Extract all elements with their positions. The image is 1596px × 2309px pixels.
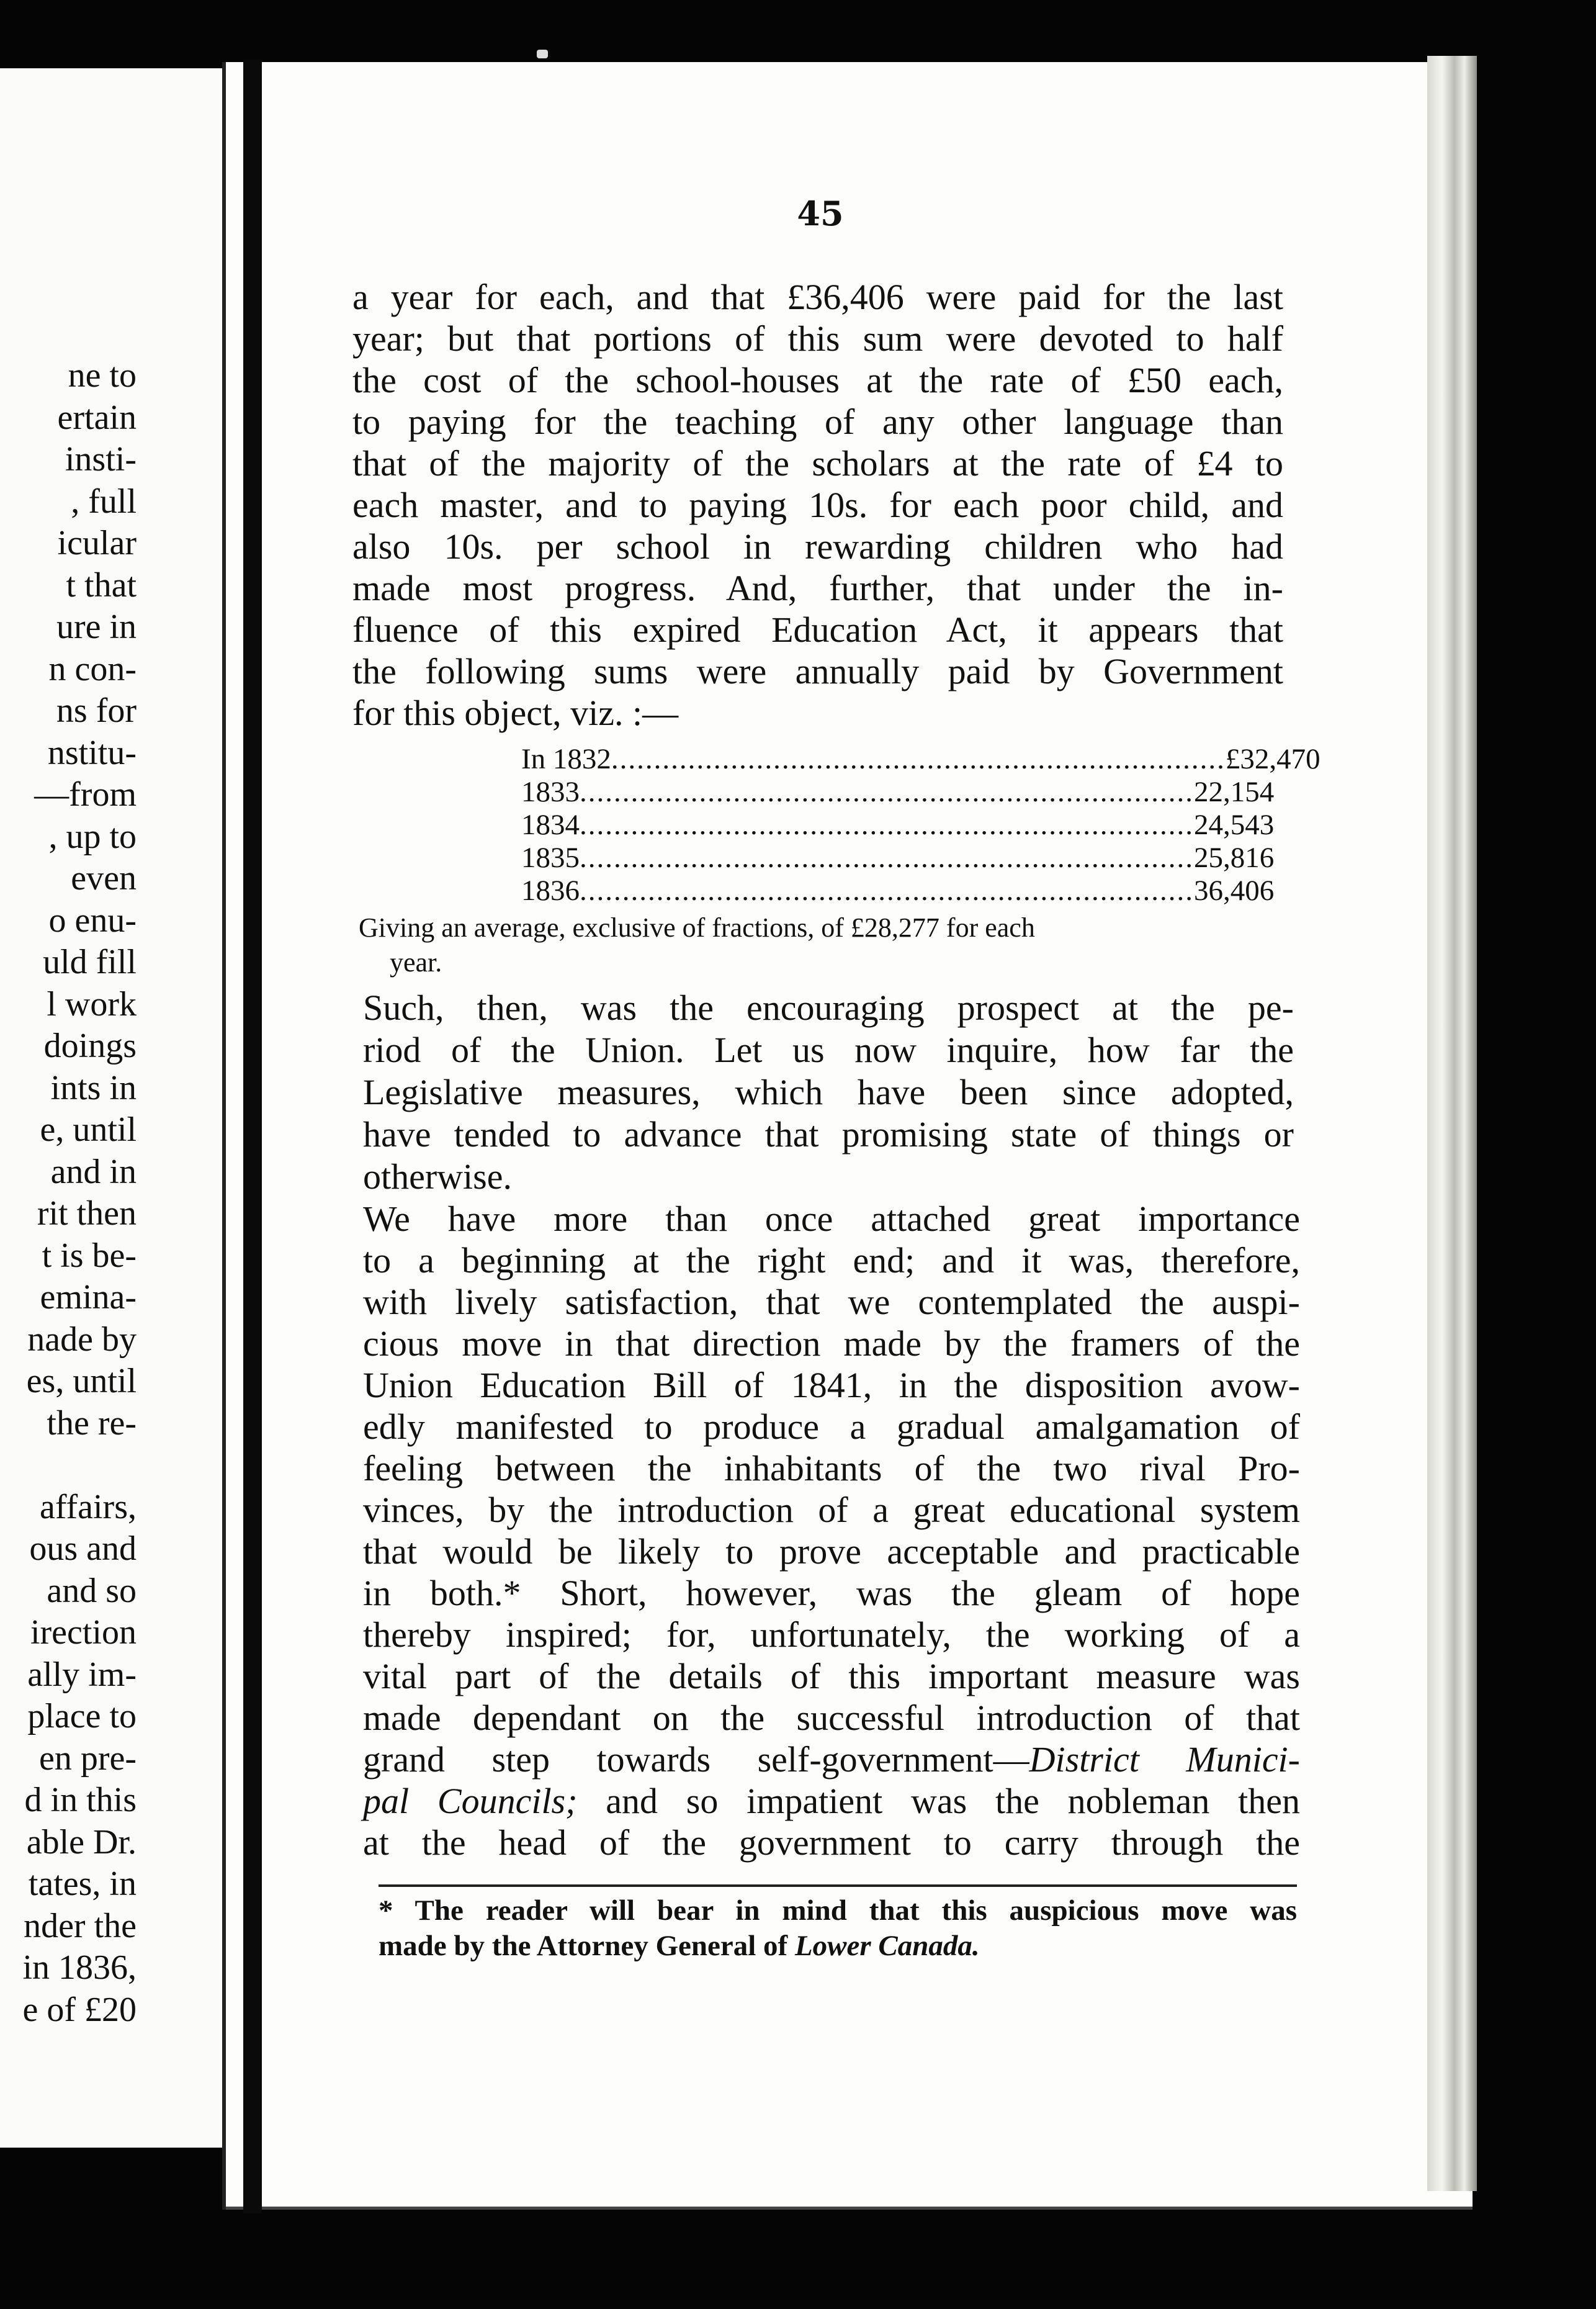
text-line: a year for each, and that £36,406 were paid for the last: [352, 277, 1283, 317]
text-line: made most progress. And, further, that under the in-: [352, 568, 1283, 608]
table-value: 36,406: [1194, 875, 1275, 907]
text-line: We have more than once attached great importance: [363, 1199, 1300, 1239]
italic-text: pal Councils;: [363, 1781, 578, 1821]
leader-dots: ........................................................................: [580, 776, 1194, 808]
table-value: 24,543: [1194, 809, 1275, 841]
text-line: riod of the Union. Let us now inquire, how far the: [363, 1030, 1294, 1070]
text-line: feeling between the inhabitants of the two rival Pro-: [363, 1448, 1300, 1488]
text-line: vinces, by the introduction of a great educational system: [363, 1490, 1300, 1530]
table-year: 1834: [521, 809, 580, 841]
left-page-line: even: [71, 859, 137, 898]
left-page-line: , full: [71, 482, 137, 521]
text-line: thereby inspired; for, unfortunately, the working of a: [363, 1614, 1300, 1655]
left-page-line: t is be-: [42, 1236, 137, 1275]
text-line: Legislative measures, which have been since adopted,: [363, 1072, 1294, 1112]
text-line: vital part of the details of this important measure was: [363, 1656, 1300, 1696]
text-line: that of the majority of the scholars at the rate of £4 to: [352, 443, 1283, 484]
book-gutter: [243, 60, 262, 2213]
text-line: edly manifested to produce a gradual amalgamation of: [363, 1407, 1300, 1447]
table-value: 25,816: [1194, 842, 1275, 874]
text-run: made by the Attorney General of: [379, 1930, 795, 1962]
left-page-line: es, until: [26, 1362, 137, 1400]
table-value: £32,470: [1225, 743, 1320, 775]
leader-dots: ........................................................................: [580, 875, 1194, 907]
left-page-line: d in this: [24, 1781, 137, 1819]
left-page-line: the re-: [47, 1403, 137, 1443]
left-page-line: en pre-: [38, 1739, 137, 1778]
text-line: each master, and to paying 10s. for each poor child, and: [352, 485, 1283, 525]
text-line: to a beginning at the right end; and it was, therefore,: [363, 1240, 1300, 1281]
text-line: for this object, viz. :—: [352, 693, 679, 733]
left-page-line: ne to: [68, 356, 137, 395]
text-line: Union Education Bill of 1841, in the disposition avow-: [363, 1365, 1300, 1405]
footnote-line: [379, 1929, 1297, 1964]
text-line: made dependant on the successful introduction of that: [363, 1698, 1300, 1738]
paragraph-2: [363, 987, 1294, 1198]
text-line: also 10s. per school in rewarding children who had: [352, 526, 1283, 567]
left-page-line: e, until: [40, 1110, 137, 1149]
left-page-line: n con-: [48, 649, 137, 688]
left-page-line: [0, 1444, 243, 1487]
page-edges: [1427, 56, 1477, 2191]
left-page-line: insti-: [65, 440, 137, 479]
table-year: 1836: [521, 875, 580, 907]
average-summary: [359, 911, 1289, 980]
left-page-line: affairs,: [40, 1487, 137, 1526]
left-page-line: icular: [57, 524, 137, 562]
text-line: in both.* Short, however, was the gleam of hope: [363, 1573, 1300, 1613]
text-run: and so impatient was the nobleman then: [577, 1781, 1300, 1821]
text-line: otherwise.: [363, 1156, 512, 1197]
text-line: have tended to advance that promising state of things or: [363, 1114, 1294, 1154]
left-page-line: and so: [47, 1571, 137, 1610]
left-page-line: ally im-: [27, 1655, 137, 1694]
text-line: cious move in that direction made by the framers of the: [363, 1323, 1300, 1364]
left-page-line: t that: [66, 565, 137, 605]
left-page: [0, 68, 245, 2148]
text-line: [363, 1780, 1300, 1822]
left-page-line: place to: [27, 1697, 137, 1735]
left-page-line: nder the: [24, 1906, 137, 1945]
text-line: that would be likely to prove acceptable and practicable: [363, 1531, 1300, 1572]
left-page-line: ns for: [56, 691, 137, 730]
left-page-line: nade by: [27, 1320, 137, 1359]
left-page-line: e of £20: [22, 1990, 137, 2029]
left-page-line: in 1836,: [22, 1948, 137, 1987]
left-page-line: l work: [47, 984, 137, 1024]
paragraph-3: [363, 1198, 1300, 1863]
table-row: [521, 842, 1275, 875]
table-row: [521, 743, 1320, 776]
text-line: with lively satisfaction, that we contemplated the auspi-: [363, 1282, 1300, 1322]
left-page-line: able Dr.: [26, 1822, 137, 1861]
italic-text: Lower Canada.: [794, 1930, 980, 1962]
summary-line: year.: [390, 947, 442, 978]
text-line: year; but that portions of this sum were devoted to half: [352, 318, 1283, 359]
text-run: grand step towards self-government—: [363, 1739, 1029, 1780]
text-line: the cost of the school-houses at the rate of £50 each,: [352, 360, 1283, 400]
left-page-line: —from: [34, 775, 137, 814]
footnote: [379, 1893, 1297, 1964]
scan-mark: [537, 50, 548, 58]
left-page-line: , up to: [48, 817, 137, 856]
footnote-rule: [379, 1884, 1297, 1887]
text-line: at the head of the government to carry through the: [363, 1822, 1300, 1863]
leader-dots: ........................................................................: [580, 842, 1194, 874]
left-page-line: irection: [30, 1613, 137, 1652]
left-page-line: emina-: [40, 1278, 137, 1317]
table-row: [521, 875, 1275, 907]
left-page-line: uld fill: [43, 943, 137, 981]
text-line: fluence of this expired Education Act, it appears that: [352, 610, 1283, 650]
text-line: Such, then, was the encouraging prospect at the pe-: [363, 988, 1294, 1028]
left-page-line: doings: [43, 1027, 137, 1065]
text-line: to paying for the teaching of any other language than: [352, 402, 1283, 442]
italic-text: District Munici-: [1029, 1739, 1300, 1780]
left-page-text-fragment: [0, 355, 243, 2031]
left-page-line: rit then: [37, 1194, 137, 1233]
table-year: 1835: [521, 842, 580, 874]
footnote-line: * The reader will bear in mind that this auspicious move was: [379, 1894, 1297, 1927]
leader-dots: ........................................................................: [580, 809, 1194, 841]
left-page-line: ous and: [29, 1529, 137, 1568]
left-page-line: o enu-: [48, 901, 137, 940]
table-row: [521, 776, 1275, 809]
text-line: the following sums were annually paid by Government: [352, 651, 1283, 691]
left-page-line: ints in: [50, 1068, 137, 1107]
summary-line: Giving an average, exclusive of fractions, of £28,277 for each: [359, 912, 1035, 943]
table-row: [521, 809, 1275, 842]
left-page-line: nstitu-: [47, 733, 137, 772]
leader-dots: ........................................................................: [611, 743, 1226, 775]
left-page-line: and in: [50, 1152, 137, 1191]
table-year: In 1832: [521, 743, 611, 775]
page-number: 45: [797, 194, 844, 233]
table-value: 22,154: [1194, 776, 1275, 808]
annual-sums-table: [521, 743, 1320, 907]
paragraph-1: [352, 276, 1283, 734]
text-line: [363, 1739, 1300, 1780]
table-year: 1833: [521, 776, 580, 808]
left-page-line: tates, in: [28, 1865, 137, 1903]
left-page-line: ertain: [57, 398, 137, 437]
left-page-line: ure in: [56, 608, 137, 646]
